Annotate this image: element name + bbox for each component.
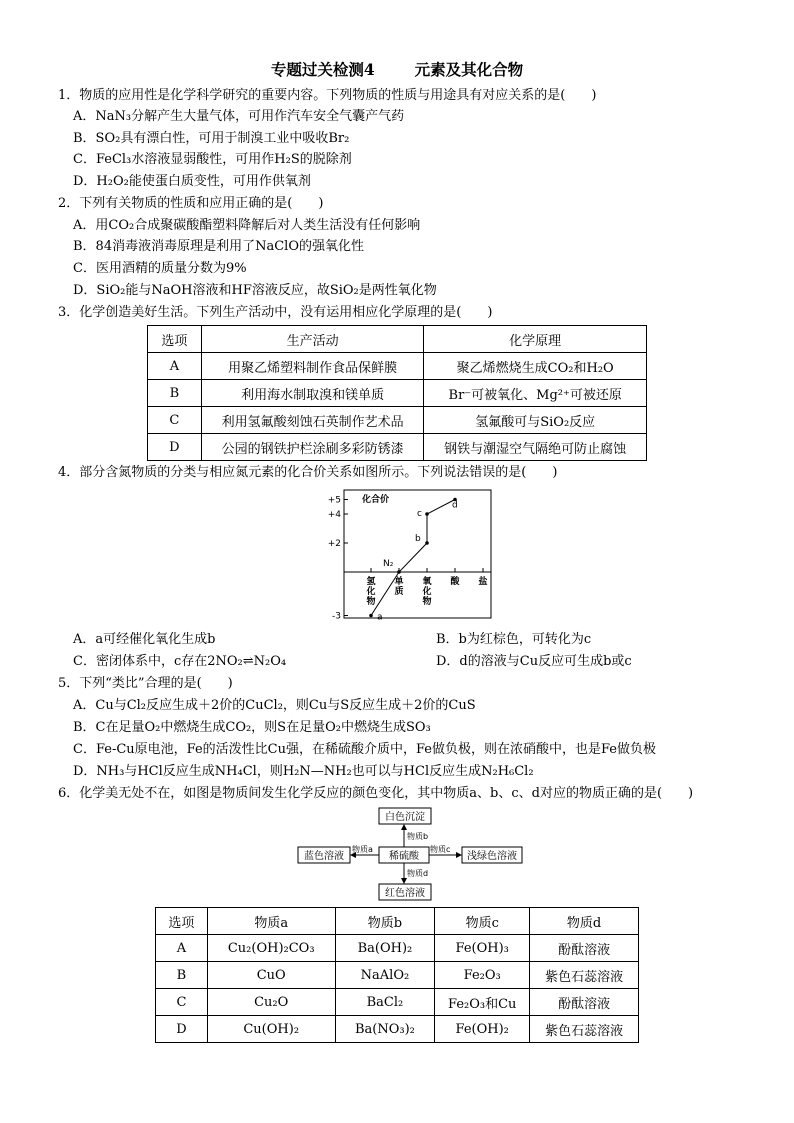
- q5-option-a: A．Cu与Cl₂反应生成＋2价的CuCl₂，则Cu与S反应生成＋2价的CuS: [73, 698, 476, 713]
- data-point-label: d: [452, 500, 458, 511]
- table-cell: 紫色石蕊溶液: [530, 962, 639, 989]
- color-reaction-diagram: [290, 804, 530, 904]
- title-subject: 元素及其化合物: [414, 60, 524, 79]
- table-cell: 聚乙烯燃烧生成CO₂和H₂O: [424, 353, 647, 380]
- blue-solution-label: 蓝色溶液: [304, 851, 344, 862]
- table-cell: B: [156, 962, 208, 989]
- table-row: [156, 1016, 639, 1043]
- table-header-cell: 生产活动: [201, 326, 424, 353]
- arrow-c-label: 物质c: [430, 845, 451, 854]
- q2-option-c: C．医用酒精的质量分数为9%: [73, 261, 247, 276]
- q6-table: [155, 907, 639, 1043]
- table-cell: Br⁻可被氧化、Mg²⁺可被还原: [424, 380, 647, 407]
- q1-option-a: A．NaN₃分解产生大量气体，可用作汽车安全气囊产气药: [73, 109, 405, 124]
- q4-option-a: A．a可经催化氧化生成b: [73, 632, 216, 647]
- table-cell: 氢氟酸可与SiO₂反应: [424, 407, 647, 434]
- table-cell: CuO: [207, 962, 335, 989]
- data-point-a: [369, 614, 373, 618]
- title-topic: 专题过关检测4: [270, 60, 375, 79]
- data-point-label: a: [377, 612, 383, 622]
- table-row: [148, 353, 647, 380]
- table-cell: C: [156, 989, 208, 1016]
- arrow-a-label: 物质a: [352, 845, 373, 854]
- q1-option-b: B．SO₂具有漂白性，可用于制溴工业中吸收Br₂: [73, 131, 350, 146]
- chart-ylabel: 化合价: [362, 495, 390, 505]
- table-cell: 利用海水制取溴和镁单质: [201, 380, 424, 407]
- table-row: [148, 434, 647, 461]
- q2-option-a: A．用CO₂合成聚碳酸酯塑料降解后对人类生活没有任何影响: [73, 218, 421, 233]
- y-tick-label: +4: [327, 510, 341, 520]
- table-row: [156, 962, 639, 989]
- x-category-label: 质: [394, 587, 404, 597]
- x-category-label: 盐: [478, 577, 488, 587]
- table-header-cell: 物质b: [335, 908, 435, 935]
- data-point-c: [425, 512, 429, 516]
- dilute-sulfuric-acid-label: 稀硫酸: [389, 851, 419, 862]
- q3-stem: 3．化学创造美好生活。下列生产活动中，没有运用相应化学原理的是( ): [58, 305, 493, 320]
- table-cell: C: [148, 407, 202, 434]
- y-tick-label: +5: [327, 495, 341, 506]
- table-cell: Fe(OH)₃: [435, 935, 530, 962]
- x-category-label: 化: [422, 587, 432, 597]
- x-category-label: 物: [366, 597, 376, 607]
- data-point-label: b: [415, 534, 421, 544]
- table-cell: 紫色石蕊溶液: [530, 1016, 639, 1043]
- x-category-label: 酸: [450, 577, 460, 587]
- data-point-N₂: [397, 570, 401, 574]
- table-cell: Ba(NO₃)₂: [335, 1016, 435, 1043]
- table-cell: Fe₂O₃: [435, 962, 530, 989]
- table-row: [148, 380, 647, 407]
- table-cell: D: [148, 434, 202, 461]
- q5-option-d: D．NH₃与HCl反应生成NH₄Cl，则H₂N—NH₂也可以与HCl反应生成N₂H₆Cl₂: [73, 764, 534, 779]
- q6-stem: 6．化学美无处不在，如图是物质间发生化学反应的颜色变化，其中物质a、b、c、d对应的物质正确的是( ): [58, 786, 694, 801]
- q1-stem: 1．物质的应用性是化学科学研究的重要内容。下列物质的性质与用途具有对应关系的是( ): [58, 88, 597, 103]
- table-cell: 酚酞溶液: [530, 989, 639, 1016]
- table-cell: Cu₂(OH)₂CO₃: [207, 935, 335, 962]
- y-tick-label: +2: [327, 539, 341, 549]
- q5-stem: 5．下列“类比”合理的是( ): [58, 676, 233, 691]
- nitrogen-valence-chart: [318, 486, 498, 622]
- q5-option-c: C．Fe-Cu原电池，Fe的活泼性比Cu强，在稀硫酸介质中，Fe做负极，则在浓硝酸中，也是Fe做负极: [73, 742, 656, 757]
- data-point-label: c: [417, 509, 422, 519]
- x-category-label: 物: [422, 597, 432, 607]
- page-title: [0, 58, 794, 80]
- table-cell: Fe₂O₃和Cu: [435, 989, 530, 1016]
- table-cell: Fe(OH)₂: [435, 1016, 530, 1043]
- table-cell: BaCl₂: [335, 989, 435, 1016]
- table-row: [148, 407, 647, 434]
- data-point-b: [425, 541, 429, 545]
- q2-option-b: B．84消毒液消毒原理是利用了NaClO的强氧化性: [73, 239, 364, 254]
- table-cell: 钢铁与潮湿空气隔绝可防止腐蚀: [424, 434, 647, 461]
- table-cell: 利用氢氟酸刻蚀石英制作艺术品: [201, 407, 424, 434]
- table-header-cell: 物质a: [207, 908, 335, 935]
- x-category-label: 化: [366, 587, 376, 597]
- table-cell: Ba(OH)₂: [335, 935, 435, 962]
- q2-stem: 2．下列有关物质的性质和应用正确的是( ): [58, 196, 324, 211]
- red-solution-label: 红色溶液: [385, 888, 425, 899]
- q2-option-d: D．SiO₂能与NaOH溶液和HF溶液反应，故SiO₂是两性氧化物: [73, 283, 437, 298]
- table-cell: 公园的钢铁护栏涂刷多彩防锈漆: [201, 434, 424, 461]
- arrow-d-label: 物质d: [407, 869, 429, 878]
- table-cell: D: [156, 1016, 208, 1043]
- x-category-label: 单: [394, 577, 404, 587]
- table-cell: 酚酞溶液: [530, 935, 639, 962]
- table-cell: NaAlO₂: [335, 962, 435, 989]
- arrow-b-label: 物质b: [407, 832, 429, 841]
- table-header-row: [156, 908, 639, 935]
- table-header-cell: 物质d: [530, 908, 639, 935]
- table-cell: Cu₂O: [207, 989, 335, 1016]
- table-header-row: [148, 326, 647, 353]
- x-category-label: 氧: [422, 577, 432, 587]
- light-green-solution-label: 浅绿色溶液: [467, 851, 517, 862]
- q4-option-b: B．b为红棕色，可转化为c: [436, 632, 592, 647]
- table-cell: 用聚乙烯塑料制作食品保鲜膜: [201, 353, 424, 380]
- q3-table: [147, 325, 647, 461]
- q5-option-b: B．C在足量O₂中燃烧生成CO₂，则S在足量O₂中燃烧生成SO₃: [73, 720, 431, 735]
- table-cell: Cu(OH)₂: [207, 1016, 335, 1043]
- q4-option-d: D．d的溶液与Cu反应可生成b或c: [436, 654, 632, 669]
- table-header-cell: 化学原理: [424, 326, 647, 353]
- valence-series-line: [371, 500, 455, 616]
- table-header-cell: 物质c: [435, 908, 530, 935]
- table-header-cell: 选项: [148, 326, 202, 353]
- x-category-label: 氢: [366, 577, 376, 587]
- q4-option-c: C．密闭体系中，c存在2NO₂⇌N₂O₄: [73, 654, 287, 669]
- data-point-label: N₂: [383, 559, 394, 569]
- q1-option-d: D．H₂O₂能使蛋白质变性，可用作供氧剂: [73, 174, 311, 189]
- table-cell: B: [148, 380, 202, 407]
- white-precipitate-label: 白色沉淀: [385, 812, 425, 823]
- q1-option-c: C．FeCl₃水溶液显弱酸性，可用作H₂S的脱除剂: [73, 152, 352, 167]
- y-tick-label: -3: [332, 611, 341, 622]
- table-row: [156, 935, 639, 962]
- table-cell: A: [156, 935, 208, 962]
- table-cell: A: [148, 353, 202, 380]
- q4-stem: 4．部分含氮物质的分类与相应氮元素的化合价关系如图所示。下列说法错误的是( ): [58, 465, 558, 480]
- table-header-cell: 选项: [156, 908, 208, 935]
- table-row: [156, 989, 639, 1016]
